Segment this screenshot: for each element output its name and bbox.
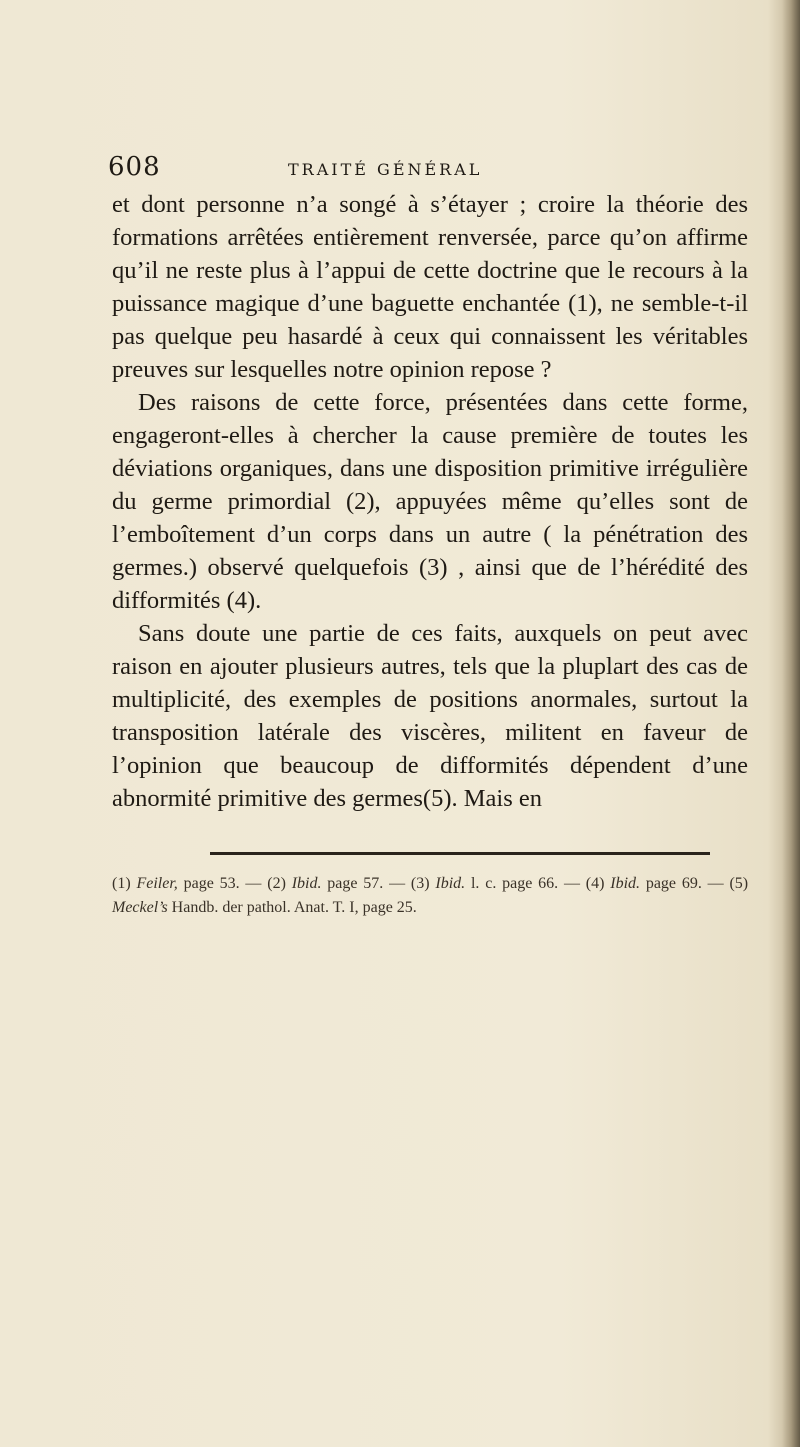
- footnote-4-text: page 69. —: [645, 875, 724, 892]
- footnote-4: [586, 875, 724, 892]
- footnote-5-text: Handb. der pathol. Anat. T. I, page 25.: [171, 899, 417, 916]
- footnote-5-number: (5): [729, 875, 749, 892]
- footnote-4-author: Ibid.: [610, 875, 641, 892]
- footnote-3-author: Ibid.: [435, 875, 466, 892]
- page-header: [108, 152, 748, 192]
- footnote-5-author: Meckel’s: [112, 899, 168, 916]
- footnote-3-text: l. c. page 66. —: [470, 875, 580, 892]
- footnote-3-number: (3): [410, 875, 430, 892]
- footnote-1-text: page 53. —: [183, 875, 262, 892]
- page-edge-shadow: [782, 0, 800, 1447]
- paragraph-3: Sans doute une partie de ces faits, auxquels on peut avec raison en ajouter plusieurs autres, tels que la pluplart des cas de multiplicité, des exemples de positions anormales, surtout la transposition latérale des viscères, militent en faveur de l’opinion que beaucoup de difformités dépendent d’une abnormité primitive des germes(5). Mais en: [112, 620, 748, 812]
- paragraph-2: Des raisons de cette force, présentées dans cette forme, engageront-elles à chercher la cause première de toutes les déviations organiques, dans une disposition primitive irrégulière du germe primordial (2), appuyées même qu’elles sont de l’emboîtement d’un corps dans un autre ( la pénétration des germes.) observé quelquefois (3) , ainsi que de l’hérédité des difformités (4).: [112, 389, 748, 614]
- footnote-1-number: (1): [112, 875, 131, 892]
- footnote-2-text: page 57. —: [327, 875, 406, 892]
- footnote-divider: [210, 852, 710, 855]
- footnote-2-author: Ibid.: [291, 875, 322, 892]
- footnotes: [112, 872, 748, 920]
- footnote-1: [112, 875, 261, 892]
- footnote-2-number: (2): [267, 875, 286, 892]
- page-number: 608: [108, 152, 161, 182]
- paragraph-1: et dont personne n’a songé à s’étayer ; croire la théorie des formations arrêtées entièrement renversée, parce qu’on affirme qu’il ne reste plus à l’appui de cette doctrine que le recours à la puissance magique d’une baguette enchantée (1), ne semble-t-il pas quelque peu hasardé à ceux qui connaissent les véritables preuves sur lesquelles notre opinion repose ?: [112, 191, 748, 383]
- footnote-2: [267, 875, 405, 892]
- footnote-3: [411, 875, 580, 892]
- body-text: [112, 188, 748, 815]
- footnote-4-number: (4): [585, 875, 605, 892]
- running-title: TRAITÉ GÉNÉRAL: [288, 160, 483, 179]
- footnote-1-author: Feiler,: [136, 875, 178, 892]
